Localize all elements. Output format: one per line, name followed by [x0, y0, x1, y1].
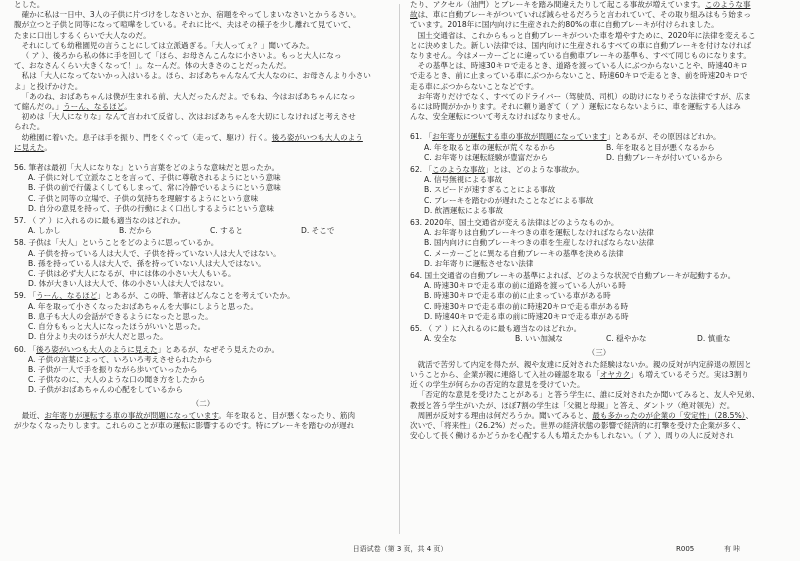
page-footer: [0, 540, 800, 558]
text-line: 私は「大人になってないかっ入はいるよ。ほら、おばあちゃんなんて大人なのに、お母さんより小さい: [21, 71, 371, 81]
underlined-phrase: 故: [410, 10, 418, 20]
text-segment: 。: [124, 102, 132, 112]
answer-option[interactable]: D. 時速40キロで走る車の前に時速20キロで走る車がある時: [424, 311, 629, 321]
text-line: られた。: [14, 122, 45, 132]
passage1-para1: [14, 0, 392, 41]
section-heading-2: （二）: [191, 398, 215, 408]
answer-options-row: [410, 334, 788, 344]
text-line: て、おなさんくらい大きくなって！」。なーんだ。体の大きさのことだったんだ。: [14, 61, 292, 71]
text-line: ています。2018年に国内向けに生産された約80%の車に自動ブレーキが付けられました。: [410, 20, 719, 30]
answer-option[interactable]: C. 子供と同等の立場で、子供の気持ちを理解するようにという意味: [28, 193, 259, 203]
text-segment: 」とあるが、なぜそう見えたのか。: [157, 344, 280, 354]
answer-option[interactable]: A. 安全な: [424, 334, 457, 344]
answer-option[interactable]: A. 子供の言葉によって、いろいろ考えさせられたから: [28, 354, 213, 364]
text-segment: て縮んだの。」: [14, 102, 64, 112]
question-58: [14, 238, 392, 289]
text-line: [14, 143, 392, 153]
question-60: [14, 345, 392, 396]
text-line: [410, 370, 788, 380]
answer-option[interactable]: B. 息子も大人の会話ができるようになったと思った。: [28, 311, 213, 321]
underlined-phrase: お年寄りが運転する車の事故が問題になっています: [44, 410, 219, 420]
question-64: [410, 271, 788, 322]
answer-option[interactable]: A. 年を取って小さくなったおばあちゃんを大事にしようと思った。: [28, 301, 259, 311]
text-segment: いうことから、企業が親に連絡して入社の確認を取る「: [410, 369, 600, 379]
text-line: [410, 411, 788, 421]
question-56: [14, 163, 392, 214]
question-stem: 65. （ ア ）に入れるのに最も適当なのはどれか。: [410, 324, 582, 334]
question-stem: [14, 345, 392, 355]
text-segment: 60. 「: [14, 344, 37, 354]
answer-option[interactable]: C. 自分ももっと大人になったほうがいいと思った。: [28, 322, 206, 332]
answer-option[interactable]: C. 子供は必ず大人になるが、中には体の小さい大人もいる。: [28, 269, 236, 279]
underlined-phrase: 後ろ姿がいつも大人のように見えた: [36, 344, 158, 354]
text-segment: 。年を取ると、目が悪くなったり、筋肉: [218, 410, 356, 420]
text-line: 次いで、「将来性」（26.2%）だった。世界の経済状態の影響で経済的に打撃を受けた企業が多く、: [410, 420, 746, 430]
answer-option[interactable]: C. 穏やかな: [606, 334, 647, 344]
question-57: [14, 216, 392, 236]
text-segment: 最近、: [21, 410, 45, 420]
answer-option[interactable]: C. 時速30キロで走る車の前に時速20キロで走る車がある時: [424, 301, 629, 311]
text-line: 国土交通省は、これからもっと自動ブレーキがついた車を増やすために、2020年に法律を変えるこ: [417, 30, 756, 40]
question-stem: 64. 国土交通省の自動ブレーキの基準によれば、どのような状況で自動ブレーキが起動するか。: [410, 271, 736, 281]
answer-option[interactable]: B. 国内向けに自動ブレーキつきの車を生産しなければならない法律: [424, 238, 654, 248]
answer-option[interactable]: D. 自分の意見を持って、子供の行動によく口出しするようにという意味: [28, 203, 274, 213]
text-line: 就活で苦労して内定を得たが、親や友達に反対された経験はないか。親の反対が内定辞退の原因と: [417, 359, 752, 369]
answer-option[interactable]: C. すると: [210, 226, 243, 236]
text-line: [410, 10, 788, 20]
underlined-phrase: このような事故: [432, 165, 486, 175]
text-line: 近くの学生が何らかの否定的な意見を受けていた。: [410, 380, 585, 390]
answer-option[interactable]: B. 時速30キロで走る車の前に止まっている車がある時: [424, 291, 611, 301]
text-line: が少なくなったりします。これらのことが車の運転に影響するのです。特にブレーキを踏むのが遅れ: [14, 420, 355, 430]
passage1-para3: [14, 92, 392, 112]
text-line: 教授と答う学生がいたが、ほぼ7割の学生は「父親と母親」と答え、ダントツ（绝对领先）だ。: [410, 400, 735, 410]
answer-option[interactable]: B. だから: [119, 226, 152, 236]
question-62: [410, 165, 788, 216]
text-line: たまに口出しするくらいで大人なのだ。: [14, 30, 151, 40]
text-segment: 61. 「: [410, 132, 433, 142]
text-line: で走るとき、前に止まっている車にぶつからないこと、時速60キロで走るとき、前を時速20キロで: [410, 71, 748, 81]
question-stem: 63. 2020年、国土交通省が変える法律はどのようなものか。: [410, 218, 619, 228]
text-line: とした。: [14, 0, 45, 9]
passage1-para2: [14, 41, 392, 92]
answer-option[interactable]: D. 自分より夫のほうが大人だと思った。: [28, 332, 168, 342]
answer-option[interactable]: C. メーカーごとに異なる自動ブレーキの基準を決める法律: [424, 248, 624, 258]
answer-option[interactable]: A. 時速30キロで走る車の前に道路を渡っている人がいる時: [424, 281, 626, 291]
question-stem: [410, 132, 788, 142]
text-segment: 周囲が反対する理由は何だろうか。聞いてみると、: [417, 410, 593, 420]
question-stem: [14, 291, 392, 301]
underlined-phrase: うーん、なるほど: [63, 102, 125, 112]
answer-options-row: [410, 143, 788, 153]
answer-option[interactable]: A. 子供を持っている人は大人で、子供を持っていない人は大人ではない。: [28, 248, 281, 258]
text-segment: 」とあるが、この時、筆者はどんなことを考えていたか。: [97, 291, 295, 301]
text-line: るには時間がかかります。それに頼り過ぎて（ ア ）運転にならないように、車を運転する人はみ: [410, 102, 741, 112]
answer-option[interactable]: A. 信号無視による事故: [424, 175, 503, 185]
text-line: んな、安全運転について考えなければなりません。: [410, 112, 585, 122]
question-stem: [410, 165, 788, 175]
question-stem: 58. 子供は「大人」ということをどのように思っているか。: [14, 238, 219, 248]
question-stem: 56. 筆者は最初「大人になりな」という言葉をどのような意味だと思ったか。: [14, 163, 280, 173]
text-line: 「否定的な意見を受けたことがある」と答う学生に、誰に反対されたか聞いてみると、友人や兄弟、: [417, 390, 760, 400]
passage2-para-c: [410, 92, 788, 123]
text-line: とに決めました。新しい法律では、国内向けに生産されるすべての車に自動ブレーキを付けなければ: [410, 40, 752, 50]
answer-option[interactable]: A. 子供に対して立派なことを言って、子供に尊敬されるようにという意味: [28, 173, 281, 183]
text-segment: 」とは、どのような事故か。: [485, 165, 584, 175]
underlined-phrase: 後ろ姿がいつも大人のよう: [271, 132, 363, 142]
answer-option[interactable]: B. 年を取ると目が悪くなるから: [606, 142, 715, 152]
text-segment: 」も増えているそうだ。実は3割り: [630, 369, 749, 379]
answer-option[interactable]: A. しかし: [28, 226, 61, 236]
text-line: 確かに私は一日中、3人の子供に片づけをしなさいとか、宿題をやってしまいなさいとかうるさい。: [21, 10, 361, 20]
answer-option[interactable]: A. 年を取ると車の運転が荒くなるから: [424, 142, 556, 152]
text-segment: 、: [745, 410, 754, 420]
underlined-phrase: 最も多かったのが企業の「安定性」（28.5%）: [592, 410, 746, 420]
underlined-phrase: うーん、なるほど: [36, 291, 98, 301]
text-line: 走る車にぶつからないことなどです。: [410, 81, 539, 91]
question-59: [14, 291, 392, 342]
question-63: [410, 218, 788, 269]
answer-option[interactable]: B. スピードが速すぎることによる事故: [424, 185, 556, 195]
column-divider: [399, 4, 400, 534]
answer-option[interactable]: D. 慎重な: [697, 334, 731, 344]
answer-option[interactable]: C. 子供なのに、大人のような口の聞き方をしたから: [28, 375, 206, 385]
passage1-para5: [14, 133, 392, 153]
question-61: [410, 132, 788, 163]
answer-option[interactable]: A. お年寄りは自動ブレーキつきの車を運転しなければならない法律: [424, 228, 654, 238]
text-line: お年寄りだけでなく、すべてのドライバー（驾驶员、司机）の助けになりそうな法律ですが、広ま: [417, 91, 752, 101]
text-line: 腹が立つと子供と同等になって喧嘩をしている。それに比べ、夫はその様子を少し離れて見ていて、: [14, 20, 356, 30]
left-column: [14, 0, 392, 540]
passage1-para4: [14, 112, 392, 132]
text-segment: 。: [44, 142, 52, 152]
text-line: [14, 411, 392, 421]
underlined-phrase: お年寄りが運転する車の事故が問題になっています: [432, 132, 607, 142]
text-line: 「あのね、おばあちゃんは僕が生まれる前、大人だったんだよ。でもね、今はおばあちゃんになっ: [21, 91, 356, 101]
text-segment: たり、アクセル（油門）とブレーキを踏み間違えたりして起こる事故が増えています。: [410, 0, 706, 9]
question-65: [410, 324, 788, 344]
page-number: 日语试卷（第 3 页，共 4 页）: [352, 545, 448, 553]
text-line: なりません。今はメーカーごとに違っている自動車ブレーキの基準も、すべて同じものになります。: [410, 51, 751, 61]
answer-option[interactable]: D. そこで: [301, 226, 335, 236]
text-line: その基準とは、時速30キロで走るとき、道路を渡っている人にぶつからないことや、時速40キロ: [417, 61, 748, 71]
text-segment: は、車に自動ブレーキがついていれば減らせるだろうと言われていて、その取り組みはもう始まっ: [417, 10, 752, 20]
answer-options-row: [410, 153, 788, 163]
answer-option[interactable]: C. お年寄りは運転経験が豊富だから: [424, 152, 549, 162]
answer-option[interactable]: B. 孫を持っている人は大人で、孫を持っていない人は大人ではない。: [28, 258, 266, 268]
underlined-phrase: オヤカク: [599, 369, 631, 379]
text-segment: 59. 「: [14, 291, 37, 301]
answer-option[interactable]: D. 自動ブレーキが付いているから: [606, 152, 723, 162]
text-segment: 幼稚園に着いた。息子は手を振り、門をくぐって（走って、駆け）行く。: [21, 132, 272, 142]
answer-option[interactable]: D. 体が大きい人は大人で、体の小さい人は大人ではない。: [28, 279, 229, 289]
text-line: [14, 102, 392, 112]
text-line: （ ア ）、後ろから私の体に手を回して「ほら、お母さんこんなに小さいよ。もっと大人になっ: [21, 51, 342, 61]
answer-option[interactable]: D. 子供がおばあちゃんの心配をしているから: [28, 385, 183, 395]
answer-option[interactable]: B. いい加減な: [515, 334, 564, 344]
question-stem: 57. （ ア ）に入れるのに最も適当なのはどれか。: [14, 216, 186, 226]
text-segment: 」とあるが、その原因はどれか。: [606, 132, 721, 142]
exam-code: R005: [676, 545, 695, 553]
text-line: [14, 133, 392, 143]
answer-option[interactable]: B. 子供の前で行儀よくしてもしまって、常に冷静でいるようにという意味: [28, 183, 281, 193]
text-segment: 62. 「: [410, 165, 433, 175]
passage2-para-b: [410, 31, 788, 92]
text-line: それにしても幼稚園児の言うことにしては立派過ぎる。「大人ってぇ？」聞いてみた。: [21, 40, 314, 50]
section-heading-3: （三）: [587, 347, 611, 357]
text-line: 初めは「大人になりな」なんて言われて反省し、次はおばあちゃんを大切にしなければと考えさせ: [21, 112, 356, 122]
text-line: [410, 0, 788, 10]
publisher-mark: 有 咔: [724, 545, 741, 553]
underlined-phrase: に見えた: [14, 142, 45, 152]
text-line: 安心して長く働けるかどうかを心配する人も増えたかもしれない。（ ア ）、周りの人に反対され: [410, 431, 734, 441]
right-column: [410, 0, 788, 540]
answer-options-row: [14, 226, 392, 236]
text-line: よ」と投げかけた。: [14, 81, 83, 91]
answer-option[interactable]: D. 飲酒運転による事故: [424, 205, 504, 215]
answer-option[interactable]: C. ブレーキを踏むのが遅れたことなどによる事故: [424, 195, 594, 205]
underlined-phrase: このような事: [705, 0, 751, 9]
answer-option[interactable]: D. お年寄りに運転させない法律: [424, 258, 534, 268]
answer-option[interactable]: B. 子供が一人で手を振りながら歩いていったから: [28, 364, 198, 374]
